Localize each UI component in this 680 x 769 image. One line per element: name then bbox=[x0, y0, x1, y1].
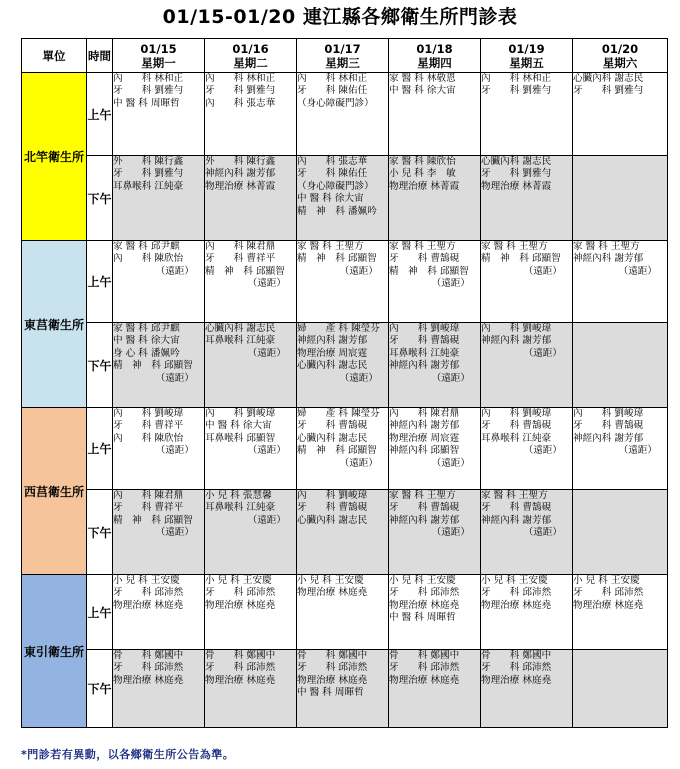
doctor-entry: 牙 科 邱沛然 bbox=[389, 587, 460, 599]
clinic-note: （遠距） bbox=[523, 445, 562, 457]
doctor-entry: 牙 科 曹鵠硯 bbox=[481, 420, 552, 432]
schedule-cell bbox=[481, 241, 573, 323]
doctor-entry: 內 科 劉峻瑋 bbox=[573, 408, 644, 419]
doctor-entry: 婦 產 科 陳瑩芬 bbox=[297, 408, 380, 419]
doctor-entry: 內 科 林和正 bbox=[113, 73, 184, 84]
doctor-entry: 內 科 林和正 bbox=[297, 73, 368, 84]
doctor-entry: 內 科 陳君鼎 bbox=[389, 408, 460, 419]
clinic-note: （遠距） bbox=[431, 527, 470, 539]
day-header bbox=[389, 39, 481, 73]
doctor-entry: 神經內科 謝芳郁 bbox=[297, 335, 368, 347]
time-slot-label: 上午 bbox=[87, 241, 113, 323]
schedule-cell bbox=[481, 575, 573, 650]
schedule-cell bbox=[389, 73, 481, 156]
doctor-entry: 內 科 劉峻瑋 bbox=[205, 408, 276, 419]
doctor-entry: 骨 科 鄭國中 bbox=[113, 650, 184, 661]
schedule-cell bbox=[481, 408, 573, 490]
clinic-pm-row bbox=[22, 650, 668, 728]
doctor-entry: 牙 科 曹鵠硯 bbox=[297, 502, 368, 514]
day-date: 01/16 bbox=[232, 41, 269, 56]
doctor-entry: 身 心 科 潘姵吟 bbox=[113, 347, 180, 359]
doctor-entry: 內 科 劉峻瑋 bbox=[481, 408, 552, 419]
schedule-cell bbox=[481, 73, 573, 156]
doctor-entry: 家 醫 科 王聖方 bbox=[389, 490, 456, 501]
doctor-entry: 牙 科 邱沛然 bbox=[205, 587, 276, 599]
doctor-entry: 骨 科 鄭國中 bbox=[297, 650, 368, 661]
schedule-cell bbox=[113, 241, 205, 323]
doctor-entry: 外 科 陳行鑫 bbox=[205, 156, 276, 167]
doctor-entry: 心臟內科 謝志民 bbox=[297, 432, 368, 444]
schedule-cell bbox=[113, 575, 205, 650]
doctor-entry: 骨 科 鄭國中 bbox=[205, 650, 276, 661]
time-slot-label: 下午 bbox=[87, 323, 113, 408]
schedule-cell bbox=[205, 241, 297, 323]
doctor-entry: 內 科 陳君鼎 bbox=[113, 490, 184, 501]
time-slot-label: 上午 bbox=[87, 73, 113, 156]
schedule-cell bbox=[573, 490, 668, 575]
time-slot-label: 下午 bbox=[87, 490, 113, 575]
doctor-entry: 家 醫 科 陳欣怡 bbox=[389, 156, 456, 167]
day-weekday: 星期五 bbox=[509, 55, 544, 70]
doctor-entry: 內 科 劉峻瑋 bbox=[297, 490, 368, 501]
doctor-entry: 心臟內科 謝志民 bbox=[573, 73, 644, 84]
schedule-cell bbox=[113, 408, 205, 490]
doctor-entry: 耳鼻喉科 邱顯智 bbox=[205, 432, 276, 444]
clinic-note: （遠距） bbox=[339, 265, 378, 277]
schedule-cell bbox=[389, 650, 481, 728]
doctor-entry: 內 科 陳欣怡 bbox=[113, 253, 184, 265]
clinic-name: 北竿衛生所 bbox=[22, 73, 87, 241]
day-weekday: 星期一 bbox=[141, 55, 176, 70]
clinic-schedule-table bbox=[21, 38, 668, 728]
doctor-entry: 家 醫 科 邱尹麒 bbox=[113, 323, 180, 334]
doctor-entry: 牙 科 曹鵠硯 bbox=[481, 502, 552, 514]
schedule-cell bbox=[389, 490, 481, 575]
doctor-entry: 精 神 科 邱顯智 bbox=[389, 265, 469, 277]
clinic-note: （遠距） bbox=[431, 372, 470, 384]
doctor-entry: 家 醫 科 王聖方 bbox=[389, 241, 456, 252]
doctor-entry: 物理治療 林庭堯 bbox=[205, 599, 276, 611]
schedule-cell bbox=[389, 408, 481, 490]
page-title: 01/15-01/20 連江縣各鄉衛生所門診表 bbox=[162, 6, 518, 28]
doctor-entry: 小 兒 科 張慧馨 bbox=[205, 490, 272, 501]
doctor-entry: 牙 科 邱沛然 bbox=[297, 662, 368, 674]
doctor-entry: 物理治療 林菁霞 bbox=[481, 180, 552, 192]
clinic-note: （遠距） bbox=[247, 347, 286, 359]
doctor-entry: 家 醫 科 王聖方 bbox=[297, 241, 364, 252]
doctor-entry: 家 醫 科 王聖方 bbox=[573, 241, 640, 252]
schedule-cell bbox=[573, 156, 668, 241]
doctor-entry: 牙 科 劉雅勻 bbox=[113, 168, 184, 180]
doctor-entry: 精 神 科 邱顯智 bbox=[113, 514, 193, 526]
doctor-entry: 牙 科 曹鵠硯 bbox=[389, 335, 460, 347]
doctor-entry: 小 兒 科 王安慶 bbox=[297, 575, 364, 586]
doctor-entry: 內 科 陳欣怡 bbox=[113, 432, 184, 444]
doctor-entry: 神經內科 謝芳郁 bbox=[481, 335, 552, 347]
clinic-note: （遠距） bbox=[523, 527, 562, 539]
doctor-entry: 內 科 張志華 bbox=[297, 156, 368, 167]
doctor-entry: 牙 科 劉雅勻 bbox=[205, 85, 276, 97]
schedule-cell bbox=[113, 490, 205, 575]
doctor-entry: 牙 科 陳佑任 bbox=[297, 168, 368, 180]
doctor-entry: 家 醫 科 王聖方 bbox=[481, 490, 548, 501]
doctor-entry: 牙 科 曹鵠硯 bbox=[573, 420, 644, 432]
doctor-entry: 神經內科 謝芳郁 bbox=[573, 432, 644, 444]
day-date: 01/20 bbox=[601, 41, 639, 56]
doctor-entry: 家 醫 科 邱尹麒 bbox=[113, 241, 180, 252]
doctor-entry: 物理治療 林庭堯 bbox=[205, 674, 276, 686]
schedule-cell bbox=[297, 323, 389, 408]
day-date: 01/19 bbox=[508, 41, 545, 56]
schedule-cell bbox=[113, 73, 205, 156]
clinic-note: （遠距） bbox=[155, 527, 194, 539]
doctor-entry: 神經內科 謝芳郁 bbox=[205, 168, 276, 180]
doctor-entry: 牙 科 曹祥平 bbox=[205, 253, 276, 265]
day-header bbox=[113, 39, 205, 73]
doctor-entry: 物理治療 林菁霞 bbox=[205, 180, 276, 192]
doctor-entry: 內 科 張志華 bbox=[205, 97, 276, 109]
doctor-entry: 神經內科 謝芳郁 bbox=[389, 420, 460, 432]
doctor-entry: 牙 科 劉雅勻 bbox=[573, 85, 644, 97]
clinic-pm-row bbox=[22, 156, 668, 241]
clinic-note: （身心障礙門診） bbox=[297, 97, 374, 109]
doctor-entry: 中 醫 科 周暉哲 bbox=[389, 612, 456, 624]
schedule-cell bbox=[297, 490, 389, 575]
doctor-entry: 物理治療 周宸霆 bbox=[297, 347, 368, 359]
clinic-note: （身心障礙門診） bbox=[297, 180, 374, 192]
schedule-cell bbox=[205, 650, 297, 728]
schedule-cell bbox=[297, 575, 389, 650]
doctor-entry: 物理治療 林庭堯 bbox=[389, 674, 460, 686]
day-header bbox=[297, 39, 389, 73]
clinic-note: （遠距） bbox=[339, 372, 378, 384]
schedule-cell bbox=[113, 650, 205, 728]
schedule-cell bbox=[481, 156, 573, 241]
day-weekday: 星期六 bbox=[602, 55, 638, 70]
doctor-entry: 中 醫 科 徐大宙 bbox=[297, 193, 364, 205]
schedule-cell bbox=[297, 156, 389, 241]
doctor-entry: 家 醫 科 王聖方 bbox=[481, 241, 548, 252]
clinic-name: 東引衛生所 bbox=[22, 575, 87, 728]
clinic-am-row bbox=[22, 408, 668, 490]
doctor-entry: 小 兒 科 王安慶 bbox=[205, 575, 272, 586]
doctor-entry: 小 兒 科 王安慶 bbox=[113, 575, 180, 586]
doctor-entry: 中 醫 科 徐大宙 bbox=[205, 420, 272, 432]
doctor-entry: 耳鼻喉科 江純豪 bbox=[481, 432, 552, 444]
schedule-cell bbox=[573, 408, 668, 490]
schedule-cell bbox=[205, 575, 297, 650]
schedule-cell bbox=[573, 241, 668, 323]
clinic-am-row bbox=[22, 575, 668, 650]
unit-header: 單位 bbox=[22, 39, 87, 73]
doctor-entry: 小 兒 科 李 敏 bbox=[389, 168, 456, 180]
day-header bbox=[205, 39, 297, 73]
clinic-note: （遠距） bbox=[523, 265, 562, 277]
clinic-note: （遠距） bbox=[431, 457, 470, 469]
day-date: 01/17 bbox=[324, 41, 361, 56]
schedule-cell bbox=[297, 73, 389, 156]
clinic-note: （遠距） bbox=[247, 445, 286, 457]
doctor-entry: 物理治療 林庭堯 bbox=[389, 599, 460, 611]
clinic-note: （遠距） bbox=[155, 372, 194, 384]
clinic-note: （遠距） bbox=[155, 445, 194, 457]
doctor-entry: 牙 科 劉雅勻 bbox=[481, 168, 552, 180]
day-weekday: 星期三 bbox=[325, 55, 360, 70]
schedule-cell bbox=[573, 575, 668, 650]
day-weekday: 星期四 bbox=[417, 55, 452, 70]
schedule-cell bbox=[481, 323, 573, 408]
doctor-entry: 精 神 科 潘姵吟 bbox=[297, 205, 377, 217]
clinic-note: （遠距） bbox=[431, 278, 470, 290]
clinic-note: （遠距） bbox=[247, 514, 286, 526]
schedule-cell bbox=[573, 323, 668, 408]
doctor-entry: 牙 科 邱沛然 bbox=[205, 662, 276, 674]
doctor-entry: 中 醫 科 徐大宙 bbox=[113, 335, 180, 347]
doctor-entry: 精 神 科 邱顯智 bbox=[113, 360, 193, 372]
doctor-entry: 小 兒 科 王安慶 bbox=[389, 575, 456, 586]
doctor-entry: 物理治療 林庭堯 bbox=[297, 587, 368, 599]
doctor-entry: 婦 產 科 陳瑩芬 bbox=[297, 323, 380, 334]
doctor-entry: 小 兒 科 王安慶 bbox=[573, 575, 640, 586]
clinic-note: （遠距） bbox=[339, 457, 378, 469]
doctor-entry: 牙 科 邱沛然 bbox=[481, 587, 552, 599]
schedule-cell bbox=[297, 650, 389, 728]
schedule-cell bbox=[297, 241, 389, 323]
doctor-entry: 牙 科 曹祥平 bbox=[113, 420, 184, 432]
doctor-entry: 內 科 劉峻瑋 bbox=[389, 323, 460, 334]
doctor-entry: 牙 科 曹鵠硯 bbox=[297, 420, 368, 432]
doctor-entry: 心臟內科 謝志民 bbox=[297, 514, 368, 526]
doctor-entry: 神經內科 謝芳郁 bbox=[389, 514, 460, 526]
doctor-entry: 耳鼻喉科 江純豪 bbox=[113, 180, 184, 192]
schedule-cell bbox=[205, 73, 297, 156]
doctor-entry: 牙 科 邱沛然 bbox=[481, 662, 552, 674]
header-row bbox=[22, 39, 668, 73]
doctor-entry: 耳鼻喉科 江純豪 bbox=[205, 502, 276, 514]
doctor-entry: 內 科 陳君鼎 bbox=[205, 241, 276, 252]
doctor-entry: 物理治療 林庭堯 bbox=[297, 674, 368, 686]
doctor-entry: 物理治療 林庭堯 bbox=[113, 674, 184, 686]
doctor-entry: 物理治療 林庭堯 bbox=[113, 599, 184, 611]
clinic-name: 東莒衛生所 bbox=[22, 241, 87, 408]
doctor-entry: 牙 科 劉雅勻 bbox=[481, 85, 552, 97]
doctor-entry: 神經內科 謝芳郁 bbox=[481, 514, 552, 526]
schedule-cell bbox=[205, 490, 297, 575]
doctor-entry: 外 科 陳行鑫 bbox=[113, 156, 184, 167]
doctor-entry: 心臟內科 謝志民 bbox=[205, 323, 276, 334]
day-date: 01/18 bbox=[416, 41, 453, 56]
day-header bbox=[481, 39, 573, 73]
doctor-entry: 心臟內科 謝志民 bbox=[297, 360, 368, 372]
doctor-entry: 精 神 科 邱顯智 bbox=[205, 265, 285, 277]
doctor-entry: 物理治療 林庭堯 bbox=[481, 674, 552, 686]
doctor-entry: 牙 科 曹鵠硯 bbox=[389, 253, 460, 265]
doctor-entry: 精 神 科 邱顯智 bbox=[481, 253, 561, 265]
doctor-entry: 牙 科 陳佑任 bbox=[297, 85, 368, 97]
schedule-cell bbox=[205, 323, 297, 408]
doctor-entry: 耳鼻喉科 江純豪 bbox=[389, 347, 460, 359]
doctor-entry: 內 科 林和正 bbox=[205, 73, 276, 84]
time-slot-label: 下午 bbox=[87, 650, 113, 728]
schedule-cell bbox=[113, 323, 205, 408]
schedule-cell bbox=[389, 241, 481, 323]
schedule-cell bbox=[205, 408, 297, 490]
doctor-entry: 中 醫 科 周暉哲 bbox=[297, 687, 364, 699]
day-header bbox=[573, 39, 668, 73]
schedule-cell bbox=[113, 156, 205, 241]
doctor-entry: 精 神 科 邱顯智 bbox=[297, 253, 377, 265]
doctor-entry: 牙 科 邱沛然 bbox=[573, 587, 644, 599]
footer-note: *門診若有異動，以各鄉衛生所公告為準。 bbox=[21, 748, 235, 761]
doctor-entry: 牙 科 邱沛然 bbox=[113, 662, 184, 674]
doctor-entry: 神經內科 謝芳郁 bbox=[389, 360, 460, 372]
doctor-entry: 耳鼻喉科 江純豪 bbox=[205, 335, 276, 347]
time-slot-label: 上午 bbox=[87, 575, 113, 650]
schedule-cell bbox=[573, 650, 668, 728]
doctor-entry: 神經內科 謝芳郁 bbox=[573, 253, 644, 265]
doctor-entry: 物理治療 周宸霆 bbox=[389, 432, 460, 444]
clinic-note: （遠距） bbox=[618, 265, 657, 277]
doctor-entry: 中 醫 科 周暉哲 bbox=[113, 97, 180, 109]
clinic-note: （遠距） bbox=[155, 265, 194, 277]
clinic-note: （遠距） bbox=[523, 347, 562, 359]
clinic-pm-row bbox=[22, 323, 668, 408]
time-slot-label: 上午 bbox=[87, 408, 113, 490]
schedule-cell bbox=[297, 408, 389, 490]
doctor-entry: 內 科 劉峻瑋 bbox=[481, 323, 552, 334]
doctor-entry: 內 科 劉峻瑋 bbox=[113, 408, 184, 419]
doctor-entry: 內 科 林和正 bbox=[481, 73, 552, 84]
doctor-entry: 精 神 科 邱顯智 bbox=[297, 445, 377, 457]
schedule-cell bbox=[205, 156, 297, 241]
day-date: 01/15 bbox=[140, 41, 177, 56]
doctor-entry: 家 醫 科 林敬恩 bbox=[389, 73, 456, 84]
clinic-note: （遠距） bbox=[618, 445, 657, 457]
schedule-cell bbox=[481, 490, 573, 575]
doctor-entry: 骨 科 鄭國中 bbox=[389, 650, 460, 661]
time-header: 時間 bbox=[87, 39, 113, 73]
schedule-cell bbox=[573, 73, 668, 156]
clinic-name: 西莒衛生所 bbox=[22, 408, 87, 575]
doctor-entry: 牙 科 劉雅勻 bbox=[113, 85, 184, 97]
doctor-entry: 牙 科 曹鵠硯 bbox=[389, 502, 460, 514]
doctor-entry: 物理治療 林庭堯 bbox=[573, 599, 644, 611]
doctor-entry: 物理治療 林庭堯 bbox=[481, 599, 552, 611]
schedule-cell bbox=[389, 323, 481, 408]
day-weekday: 星期二 bbox=[233, 55, 268, 70]
clinic-note: （遠距） bbox=[247, 278, 286, 290]
doctor-entry: 小 兒 科 王安慶 bbox=[481, 575, 548, 586]
schedule-cell bbox=[389, 156, 481, 241]
schedule-body bbox=[22, 73, 668, 728]
time-slot-label: 下午 bbox=[87, 156, 113, 241]
doctor-entry: 心臟內科 謝志民 bbox=[481, 156, 552, 167]
doctor-entry: 骨 科 鄭國中 bbox=[481, 650, 552, 661]
schedule-cell bbox=[389, 575, 481, 650]
clinic-am-row bbox=[22, 241, 668, 323]
doctor-entry: 物理治療 林菁霞 bbox=[389, 180, 460, 192]
clinic-am-row bbox=[22, 73, 668, 156]
doctor-entry: 牙 科 曹祥平 bbox=[113, 502, 184, 514]
doctor-entry: 牙 科 邱沛然 bbox=[113, 587, 184, 599]
schedule-cell bbox=[481, 650, 573, 728]
clinic-pm-row bbox=[22, 490, 668, 575]
doctor-entry: 中 醫 科 徐大宙 bbox=[389, 85, 456, 97]
doctor-entry: 神經內科 邱顯智 bbox=[389, 445, 460, 457]
doctor-entry: 牙 科 邱沛然 bbox=[389, 662, 460, 674]
